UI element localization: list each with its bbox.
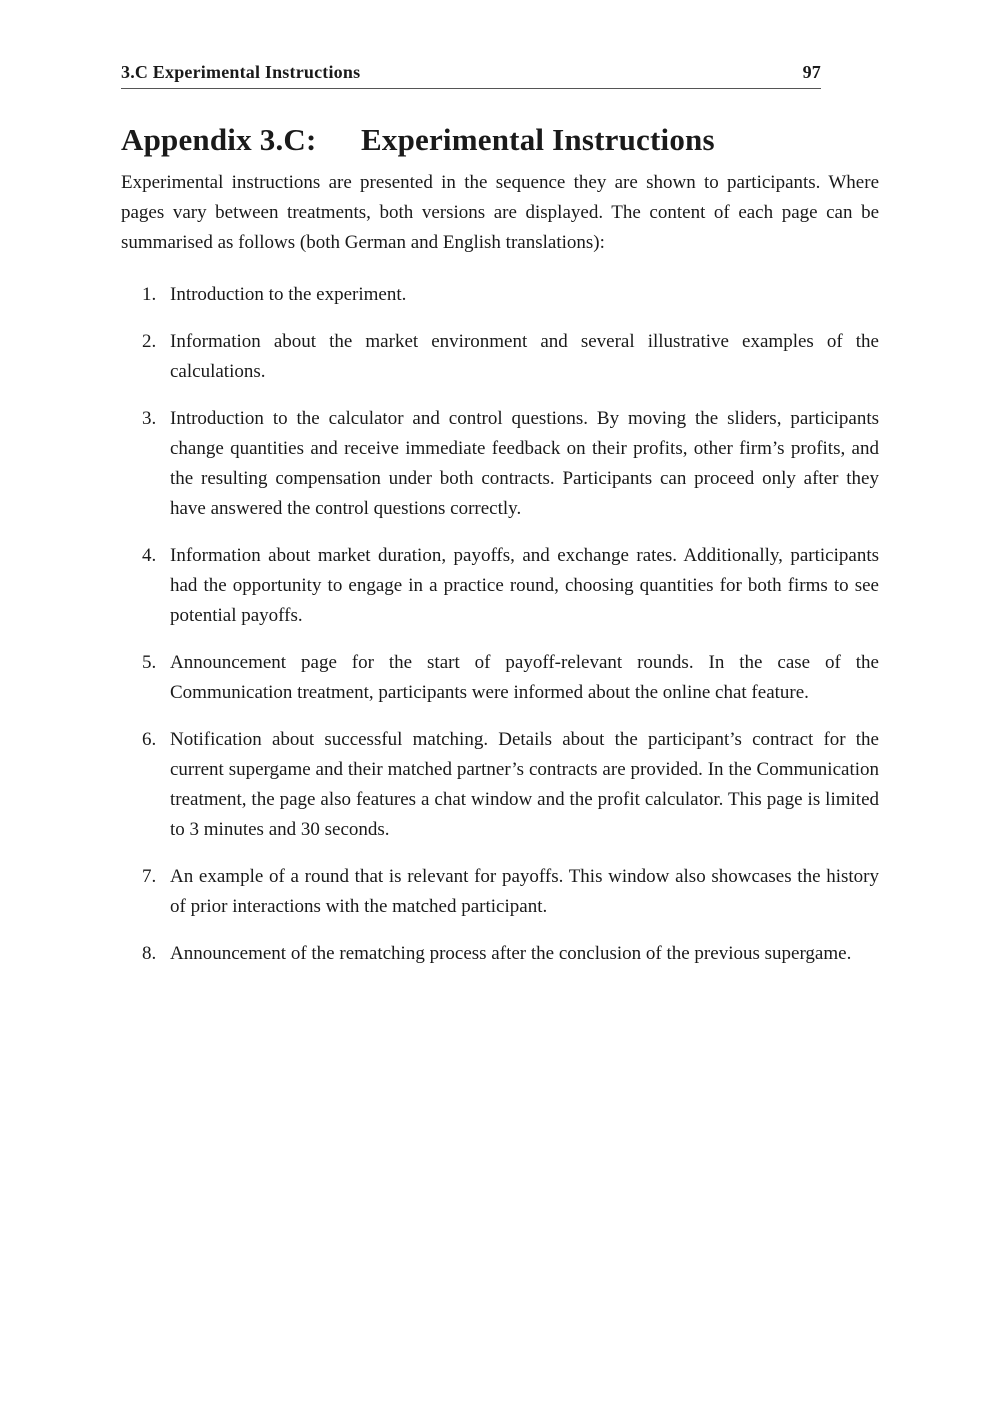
- list-item-number: 5.: [142, 652, 157, 673]
- list-item-number: 4.: [142, 545, 157, 566]
- list-item: [121, 404, 879, 524]
- list-item-number: 8.: [142, 943, 157, 964]
- list-item: [121, 939, 879, 969]
- list-item-number: 7.: [142, 866, 157, 887]
- running-header-section: 3.C Experimental Instructions: [121, 62, 361, 82]
- list-item-number: 3.: [142, 408, 157, 429]
- list-item-text: Introduction to the calculator and control questions. By moving the sliders, participants change quantities and receive immediate feedback on their profits, other firm’s profits, and the resulting compensation under both contracts. Participants can proceed only after they have answered the control questions correctly.: [170, 408, 879, 519]
- intro-paragraph: Experimental instructions are presented in the sequence they are shown to participants. Where pages vary between treatments, both versions are displayed. The content of each page can be summarised as follows (both German and English translations):: [121, 172, 879, 253]
- instruction-list: [121, 280, 879, 986]
- appendix-title: [121, 122, 715, 158]
- list-item: [121, 862, 879, 922]
- list-item-number: 6.: [142, 729, 157, 750]
- list-item: [121, 541, 879, 631]
- list-item-text: Introduction to the experiment.: [170, 284, 407, 305]
- appendix-title-text: Experimental Instructions: [361, 122, 715, 157]
- list-item: [121, 280, 879, 310]
- list-item-text: Information about the market environment and several illustrative examples of the calculations.: [170, 331, 879, 382]
- list-item-text: Announcement page for the start of payoff-relevant rounds. In the case of the Communication treatment, participants were informed about the online chat feature.: [170, 652, 879, 703]
- list-item-number: 1.: [142, 284, 157, 305]
- list-item: [121, 725, 879, 845]
- running-header: [121, 61, 821, 89]
- list-item: [121, 648, 879, 708]
- list-item-text: Announcement of the rematching process after the conclusion of the previous supergame.: [170, 943, 852, 964]
- appendix-label: Appendix 3.C:: [121, 122, 317, 157]
- list-item: [121, 327, 879, 387]
- list-item-text: An example of a round that is relevant for payoffs. This window also showcases the history of prior interactions with the matched participant.: [170, 866, 879, 917]
- page-number: 97: [802, 62, 821, 82]
- list-item-text: Information about market duration, payoffs, and exchange rates. Additionally, participants had the opportunity to engage in a practice round, choosing quantities for both firms to see potential payoffs.: [170, 545, 879, 626]
- list-item-number: 2.: [142, 331, 157, 352]
- list-item-text: Notification about successful matching. Details about the participant’s contract for the current supergame and their matched partner’s contracts are provided. In the Communication treatment, the page also features a chat window and the profit calculator. This page is limited to 3 minutes and 30 seconds.: [170, 729, 879, 840]
